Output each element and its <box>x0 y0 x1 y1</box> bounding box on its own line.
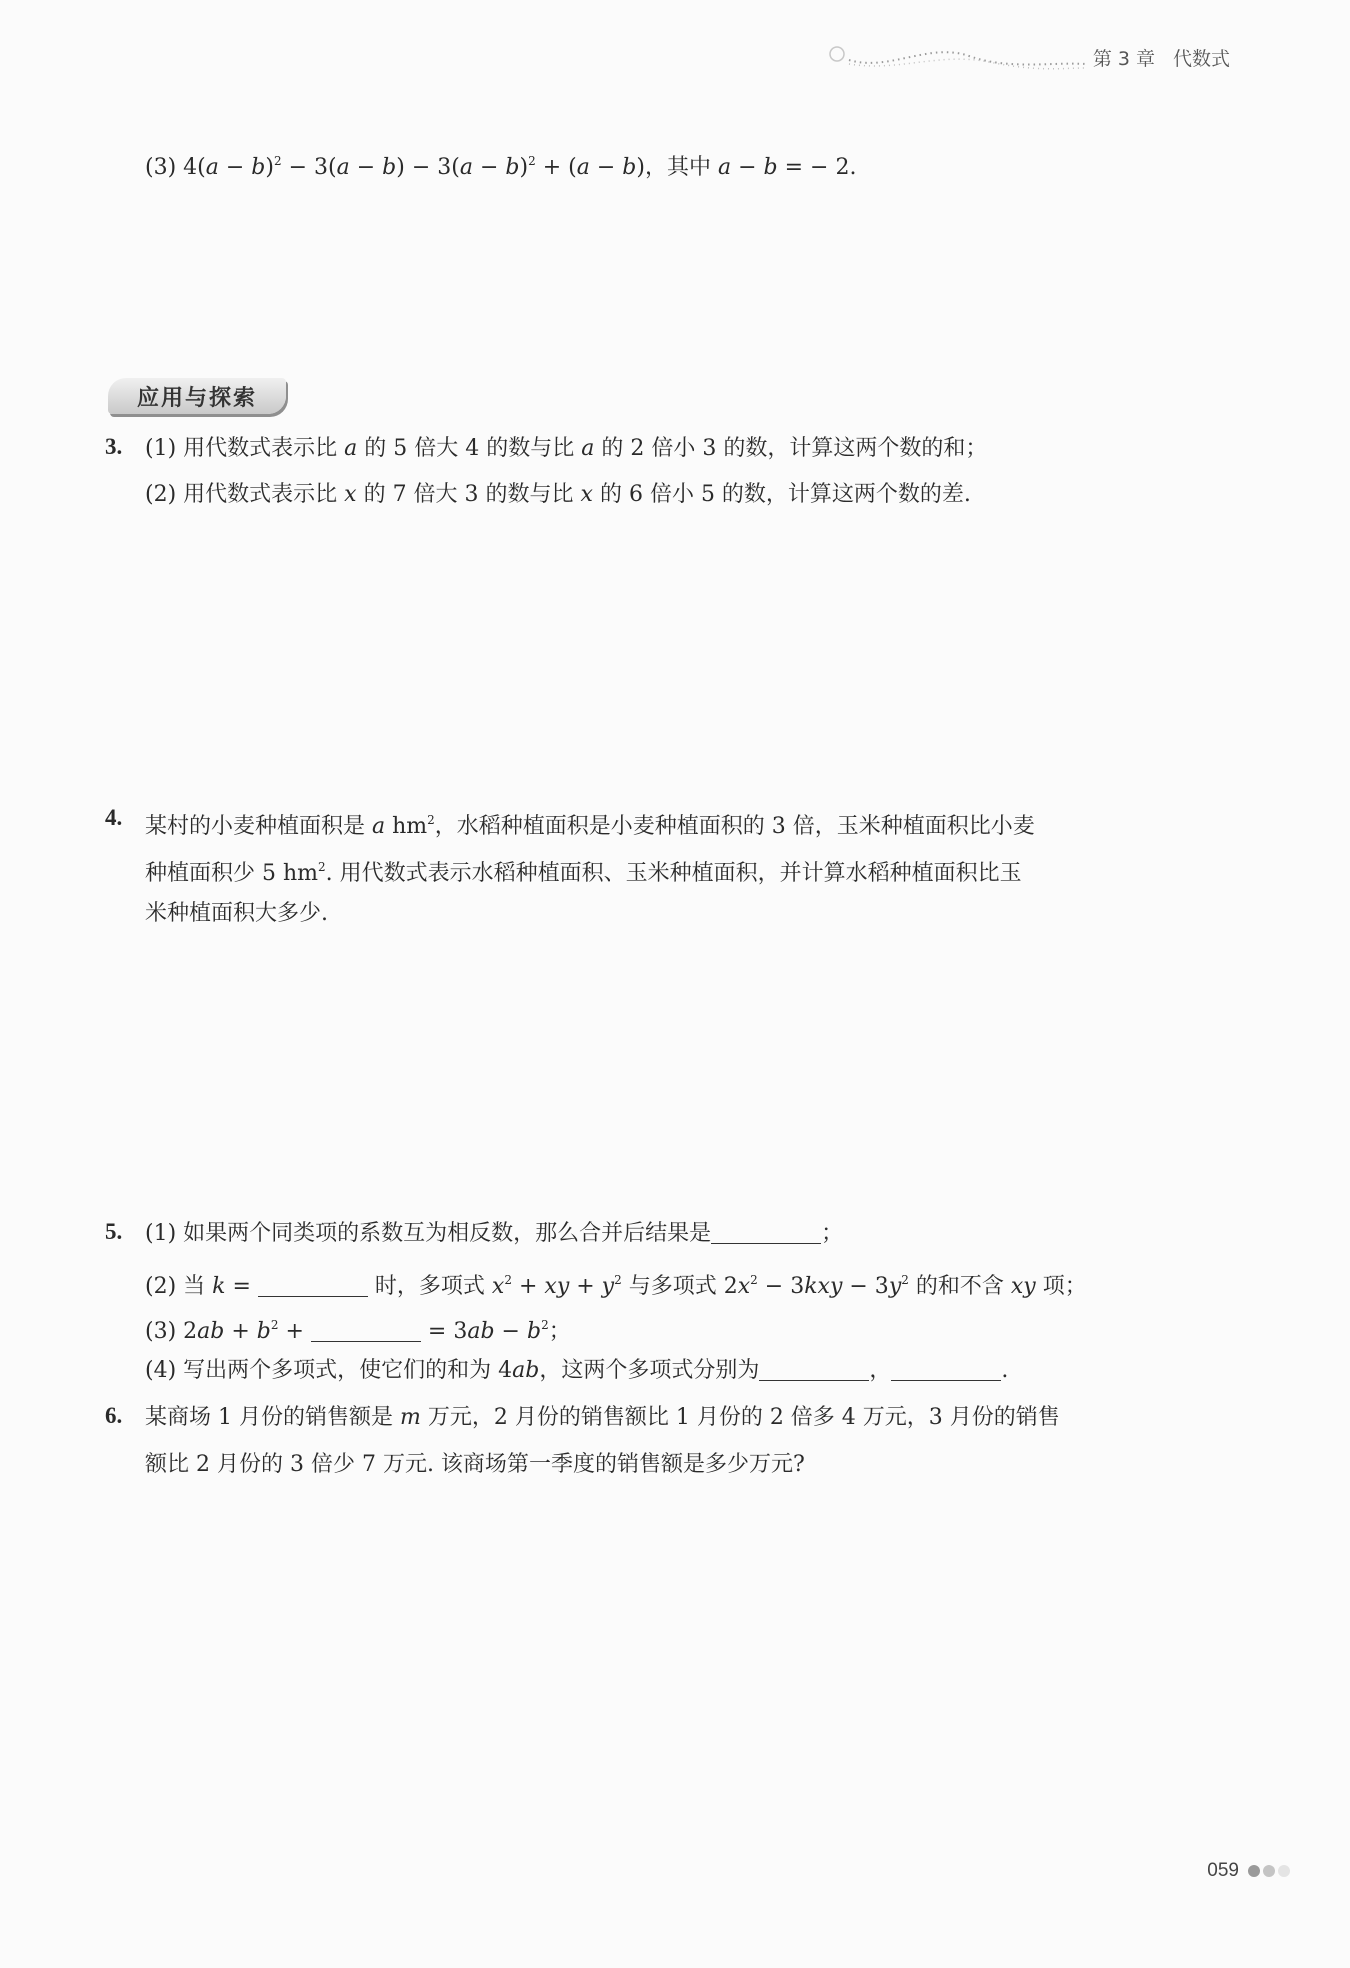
decorative-dotted-wave-icon <box>819 42 1089 72</box>
problem-4-line-3: 米种植面积大多少. <box>145 901 328 926</box>
chapter-label: 第 3 章 代数式 <box>1092 47 1230 70</box>
answer-blank[interactable] <box>258 1274 368 1297</box>
page-dot-icon <box>1263 1865 1275 1877</box>
problem-6-number: 6. <box>105 1403 123 1428</box>
problem-4-line-2: 种植面积少 5 $hm^2$. 用代数式表示水稻种植面积、玉米种植面积，并计算水稻种植面积比玉 <box>145 860 1022 886</box>
problem-3-part-1: (1) 用代数式表示比 a 的 5 倍大 4 的数与比 a 的 2 倍小 3 的数，计算这两个数的和； <box>145 436 988 461</box>
answer-blank[interactable] <box>711 1221 821 1244</box>
problem-5-part-2: (2) 当 k = 时，多项式 $x^2$ + xy + $y^2$ 与多项式 $2x^2 - 3kxy - 3y^2$ 的和不含 xy 项； <box>145 1273 1087 1299</box>
page-number: 059 <box>1207 1860 1239 1881</box>
problem-5-number: 5. <box>105 1219 123 1244</box>
answer-blank[interactable] <box>891 1358 1001 1381</box>
problem-4-number: 4. <box>105 805 123 830</box>
problem-6-line-1: 某商场 1 月份的销售额是 m 万元，2 月份的销售额比 1 月份的 2 倍多 4 万元，3 月份的销售 <box>145 1405 1060 1430</box>
problem-3-number: 3. <box>105 434 123 459</box>
answer-blank[interactable] <box>759 1358 869 1381</box>
problem-6-line-2: 额比 2 月份的 3 倍少 7 万元. 该商场第一季度的销售额是多少万元? <box>145 1452 805 1477</box>
section-title-badge: 应用与探索 <box>108 378 286 414</box>
page-dot-icon <box>1248 1865 1260 1877</box>
page-dot-icon <box>1278 1865 1290 1877</box>
problem-5-part-1: (1) 如果两个同类项的系数互为相反数，那么合并后结果是 ； <box>145 1221 844 1246</box>
answer-blank[interactable] <box>311 1319 421 1342</box>
problem-5-part-3: (3) $2ab + b^2$ + = $3ab - b^2$； <box>145 1318 571 1344</box>
problem-4-line-1: 某村的小麦种植面积是 a $hm^2$，水稻种植面积是小麦种植面积的 3 倍，玉米种植面积比小麦 <box>145 813 1035 839</box>
page-footer <box>1207 1860 1290 1882</box>
problem-3-part-2: (2) 用代数式表示比 x 的 7 倍大 3 的数与比 x 的 6 倍小 5 的数，计算这两个数的差. <box>145 482 971 507</box>
page-header <box>819 42 1230 72</box>
problem-5-part-4: (4) 写出两个多项式，使它们的和为 4ab，这两个多项式分别为 ， . <box>145 1358 1009 1383</box>
problem-2-part-3: (3) $4(a - b)^2 - 3(a - b) - 3(a - b)^2 + (a - b)$，其中 a − b = − 2. <box>145 154 857 180</box>
